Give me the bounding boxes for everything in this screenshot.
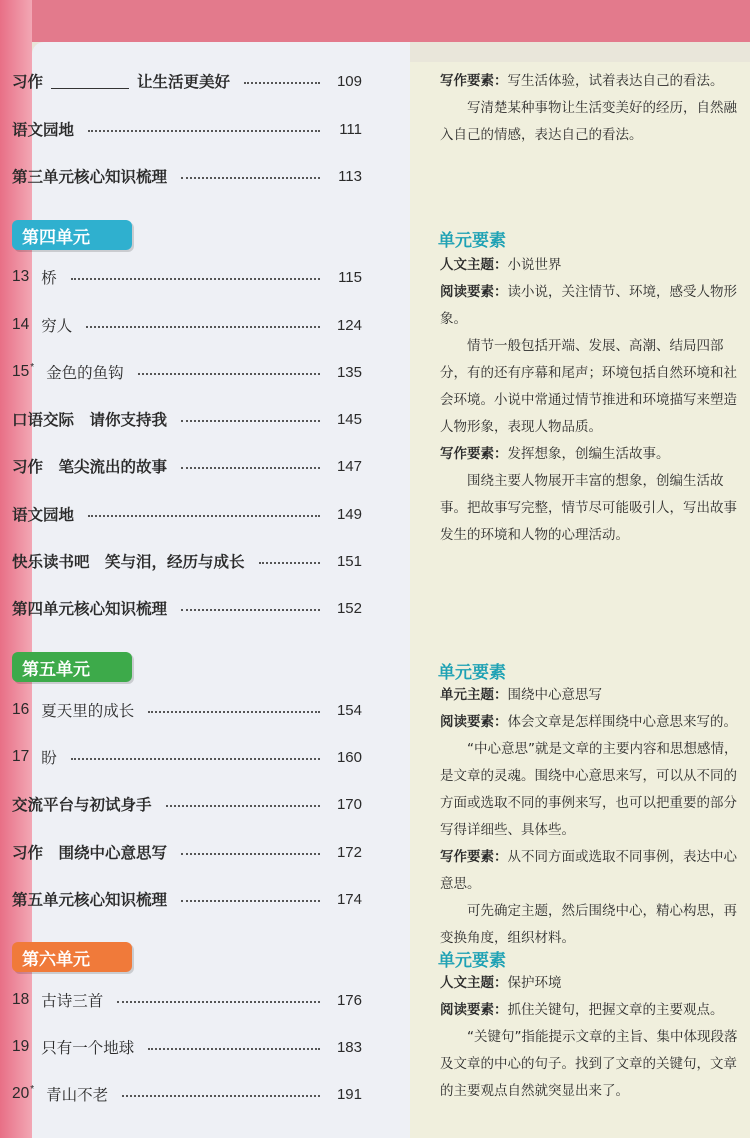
leader-dots — [71, 758, 320, 760]
unit-5-elements — [440, 682, 740, 952]
leader-dots — [166, 805, 320, 807]
unit-4-elements — [440, 252, 740, 549]
toc-row[interactable] — [12, 985, 362, 1015]
toc-title: 第五单元核心知识梳理 — [12, 891, 168, 909]
leader-dots — [88, 130, 320, 132]
unit-6-elements — [440, 970, 740, 1105]
unit-5-badge[interactable]: 第五单元 — [12, 652, 132, 682]
toc-page: 111 — [339, 120, 362, 138]
optional-mark: * — [30, 362, 35, 374]
unit-elements-heading: 单元要素 — [438, 663, 506, 683]
leader-dots — [138, 373, 320, 375]
lesson-number: 13 — [12, 268, 30, 285]
toc-title: 夏天里的成长 — [41, 702, 135, 720]
toc-title: 习作 笔尖流出的故事 — [12, 458, 168, 476]
unit-elements-heading: 单元要素 — [438, 231, 506, 251]
toc-page: 149 — [336, 505, 362, 523]
toc-row[interactable] — [12, 404, 362, 434]
lesson-number: 20 — [12, 1085, 30, 1103]
unit-elements-heading: 单元要素 — [438, 951, 506, 971]
toc-page: 147 — [336, 457, 362, 475]
toc-row[interactable] — [12, 66, 362, 96]
toc-page: 160 — [336, 748, 362, 766]
toc-row[interactable] — [12, 742, 362, 772]
toc-row[interactable] — [12, 1079, 362, 1109]
toc-page: 183 — [336, 1038, 362, 1056]
toc-title: 第四单元核心知识梳理 — [12, 600, 168, 618]
toc-title: 第三单元核心知识梳理 — [12, 168, 168, 186]
toc-page: 115 — [338, 268, 362, 286]
toc-title: 语文园地 — [12, 121, 75, 139]
toc-page: 113 — [338, 167, 362, 185]
toc-row[interactable] — [12, 310, 362, 340]
toc-row[interactable] — [12, 499, 362, 529]
field-value: 保护环境 — [507, 975, 562, 991]
lesson-number: 18 — [12, 991, 30, 1008]
toc-title: 盼 — [41, 749, 57, 767]
toc-title: 语文园地 — [12, 506, 75, 524]
toc-page: 135 — [336, 363, 362, 381]
leader-dots — [148, 711, 320, 713]
leader-dots — [181, 853, 320, 855]
toc-page: 174 — [336, 890, 362, 908]
explanation-text: “中心意思”就是文章的主要内容和思想感情，是文章的灵魂。围绕中心意思来写，可以从不同的方面或选取不同的事例来写，也可以把重要的部分写得详细些、具体些。 — [440, 741, 738, 838]
leader-dots — [122, 1095, 320, 1097]
field-value: 小说世界 — [507, 257, 562, 273]
explanation-text: 情节一般包括开端、发展、高潮、结局四部分，有的还有序幕和尾声；环境包括自然环境和社会环境。小说中常通过情节推进和环境描写来塑造人物形象，表现人物品质。 — [440, 338, 737, 435]
leader-dots — [181, 177, 320, 179]
toc-row[interactable] — [12, 1032, 362, 1062]
leader-dots — [181, 900, 320, 902]
unit-6-badge[interactable]: 第六单元 — [12, 942, 132, 972]
toc-title: 金色的鱼钩 — [46, 364, 124, 382]
toc-page: 154 — [336, 701, 362, 719]
optional-mark: * — [30, 1084, 35, 1096]
toc-page: 109 — [336, 72, 362, 90]
field-label: 写作要素： — [440, 73, 508, 89]
writing-element-block — [440, 68, 740, 149]
toc-title: 习作 围绕中心意思写 — [12, 844, 168, 862]
toc-row[interactable] — [12, 114, 362, 144]
field-label: 单元主题： — [440, 687, 508, 703]
toc-page: 176 — [336, 991, 362, 1009]
explanation-text: 围绕主要人物展开丰富的想象，创编生活故事。把故事写完整，情节尽可能吸引人，写出故事发生的环境和人物的心理活动。 — [440, 473, 737, 543]
field-label: 阅读要素： — [440, 284, 508, 300]
lesson-number: 15 — [12, 363, 30, 381]
leader-dots — [181, 467, 320, 469]
toc-title: 快乐读书吧 笑与泪，经历与成长 — [12, 553, 245, 571]
toc-panel — [32, 42, 410, 1138]
toc-title: 交流平台与初试身手 — [12, 796, 152, 814]
leader-dots — [88, 515, 320, 517]
unit-4-badge[interactable]: 第四单元 — [12, 220, 132, 250]
toc-title: 习作 — [12, 73, 44, 91]
toc-title: 古诗三首 — [41, 992, 104, 1010]
leader-dots — [148, 1048, 320, 1050]
fill-blank-line — [51, 74, 129, 89]
toc-title: 口语交际 请你支持我 — [12, 411, 168, 429]
leader-dots — [181, 420, 320, 422]
field-value: 发挥想象，创编生活故事。 — [507, 446, 670, 462]
lesson-number: 16 — [12, 701, 30, 718]
toc-page: 170 — [336, 795, 362, 813]
toc-title: 穷人 — [41, 317, 73, 335]
field-value: 读小说，关注情节、环境，感受人物形象。 — [440, 284, 737, 327]
leader-dots — [181, 609, 320, 611]
leader-dots — [259, 562, 320, 564]
field-label: 人文主题： — [440, 975, 508, 991]
toc-row[interactable] — [12, 357, 362, 387]
toc-row[interactable] — [12, 546, 362, 576]
toc-title: 让生活更美好 — [137, 73, 231, 91]
toc-title: 只有一个地球 — [41, 1039, 135, 1057]
toc-title: 青山不老 — [46, 1086, 109, 1104]
toc-page: 124 — [336, 316, 362, 334]
lesson-number: 17 — [12, 748, 30, 765]
field-value: 写生活体验，试着表达自己的看法。 — [507, 73, 724, 89]
lesson-number: 14 — [12, 316, 30, 333]
field-label: 人文主题： — [440, 257, 508, 273]
field-value: 从不同方面或选取不同事例，表达中心意思。 — [440, 849, 737, 892]
toc-title: 桥 — [41, 269, 57, 287]
toc-row[interactable] — [12, 262, 362, 292]
field-label: 写作要素： — [440, 849, 508, 865]
leader-dots — [71, 278, 320, 280]
toc-page: 151 — [336, 552, 362, 570]
explanation-text: “关键句”指能提示文章的主旨、集中体现段落及文章的中心的句子。找到了文章的关键句，文章的主要观点自然就突显出来了。 — [440, 1029, 738, 1099]
toc-row[interactable] — [12, 837, 362, 867]
field-value: 体会文章是怎样围绕中心意思来写的。 — [507, 714, 737, 730]
field-label: 阅读要素： — [440, 1002, 508, 1018]
toc-page: 152 — [336, 599, 362, 617]
leader-dots — [86, 326, 320, 328]
lesson-number: 19 — [12, 1038, 30, 1055]
page-top-band — [0, 0, 750, 42]
field-label: 阅读要素： — [440, 714, 508, 730]
field-value: 抓住关键句，把握文章的主要观点。 — [507, 1002, 724, 1018]
leader-dots — [117, 1001, 320, 1003]
toc-row[interactable] — [12, 593, 362, 623]
toc-row[interactable] — [12, 789, 362, 819]
toc-row[interactable] — [12, 884, 362, 914]
explanation-text: 可先确定主题，然后围绕中心，精心构思，再变换角度，组织材料。 — [440, 903, 737, 946]
toc-row[interactable] — [12, 161, 362, 191]
toc-row[interactable] — [12, 451, 362, 481]
field-value: 围绕中心意思写 — [507, 687, 602, 703]
leader-dots — [244, 82, 320, 84]
toc-row[interactable] — [12, 695, 362, 725]
field-label: 写作要素： — [440, 446, 508, 462]
toc-page: 172 — [336, 843, 362, 861]
toc-page: 191 — [336, 1085, 362, 1103]
toc-page: 145 — [336, 410, 362, 428]
explanation-text: 写清楚某种事物让生活变美好的经历，自然融入自己的情感，表达自己的看法。 — [440, 100, 737, 143]
